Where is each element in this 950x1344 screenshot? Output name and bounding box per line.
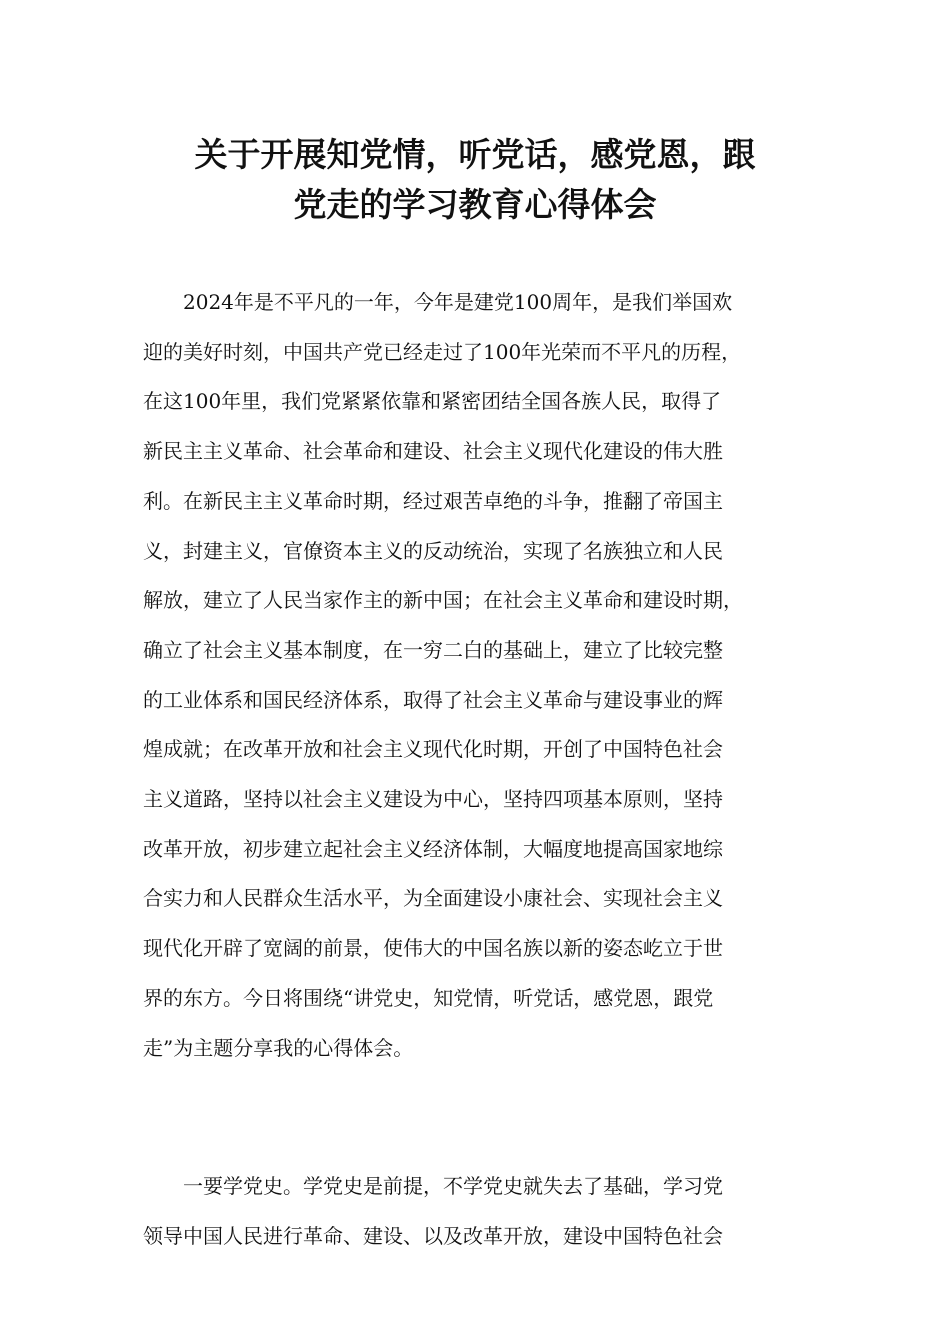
text-line: 迎的美好时刻，中国共产党已经走过了100年光荣而不平凡的历程， [143,339,742,364]
title-line: 党走的学习教育心得体会 [293,185,657,224]
text-line: 领导中国人民进行革命、建设、以及改革开放，建设中国特色社会 [143,1223,723,1248]
text-line: 煌成就；在改革开放和社会主义现代化时期，开创了中国特色社会 [143,737,723,762]
text-line: 界的东方。今日将围绕“讲党史，知党情，听党话，感党恩，跟党 [143,985,714,1010]
text-line: 主义道路，坚持以社会主义建设为中心，坚持四项基本原则，坚持 [143,787,723,812]
text-line: 新民主主义革命、社会革命和建设、社会主义现代化建设的伟大胜 [143,439,723,464]
text-line: 在这100年里，我们党紧紧依靠和紧密团结全国各族人民，取得了 [143,389,722,414]
text-line: 利。在新民主主义革命时期，经过艰苦卓绝的斗争，推翻了帝国主 [143,488,723,513]
paragraph-intro [143,278,743,1073]
text-line: 一要学党史。学党史是前提，不学党史就失去了基础，学习党 [143,1174,723,1198]
text-line: 走”为主题分享我的心得体会。 [143,1035,414,1060]
text-line: 解放，建立了人民当家作主的新中国；在社会主义革命和建设时期， [143,588,743,613]
title-line: 关于开展知党情，听党话，感党恩，跟 [194,135,756,174]
text-line: 义，封建主义，官僚资本主义的反动统治，实现了名族独立和人民 [143,538,723,563]
paragraph-study-history [143,1162,723,1261]
document-title [120,130,830,230]
text-line: 合实力和人民群众生活水平，为全面建设小康社会、实现社会主义 [143,886,723,911]
text-line: 确立了社会主义基本制度，在一穷二白的基础上，建立了比较完整 [143,637,723,662]
text-line: 的工业体系和国民经济体系，取得了社会主义革命与建设事业的辉 [143,687,723,712]
text-line: 2024年是不平凡的一年，今年是建党100周年，是我们举国欢 [143,290,733,314]
text-line: 改革开放，初步建立起社会主义经济体制，大幅度地提高国家地综 [143,836,723,861]
text-line: 现代化开辟了宽阔的前景，使伟大的中国名族以新的姿态屹立于世 [143,936,723,961]
